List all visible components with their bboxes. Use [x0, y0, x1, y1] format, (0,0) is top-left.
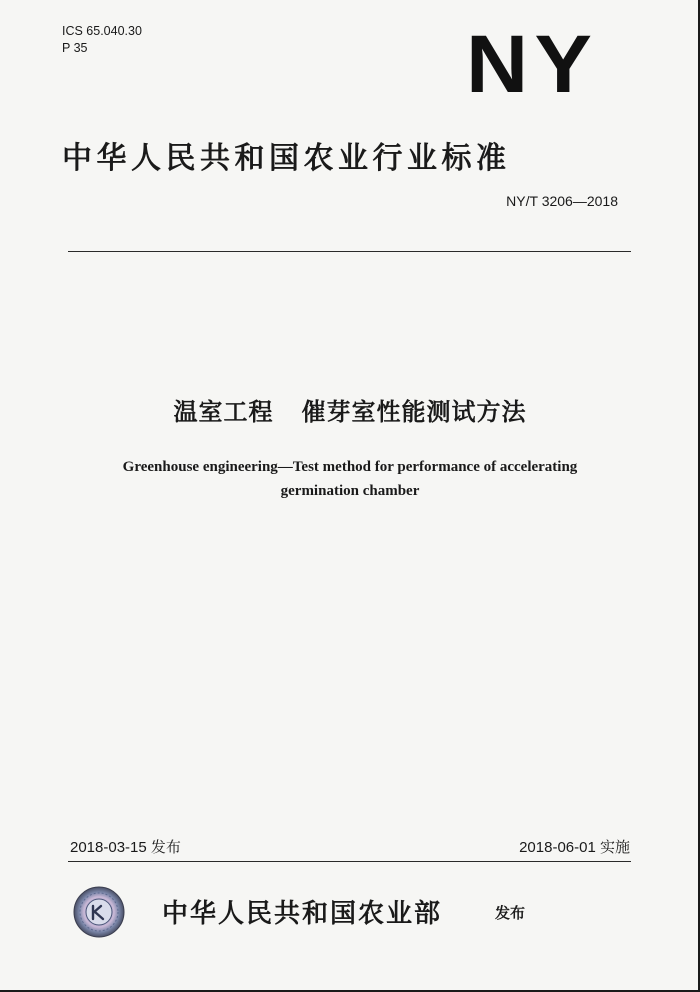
standard-number: NY/T 3206—2018 [506, 193, 618, 209]
ny-logo: NY [466, 19, 599, 110]
header-divider [68, 251, 631, 252]
classification-block [62, 23, 142, 57]
footer-divider [68, 861, 631, 862]
publish-label: 发布 [495, 904, 526, 922]
classification-code: P 35 [62, 41, 88, 55]
chinese-title: 温室工程 催芽室性能测试方法 [173, 398, 527, 426]
issue-date: 2018-03-15 发布 [70, 839, 181, 856]
hologram-emblem-icon [73, 886, 125, 938]
ics-code: ICS 65.040.30 [62, 24, 142, 38]
publisher-name: 中华人民共和国农业部 [162, 899, 443, 929]
english-title-line-2: germination chamber [280, 483, 420, 499]
implementation-date: 2018-06-01 实施 [519, 839, 630, 856]
english-title [0, 455, 700, 503]
english-title-line-1: Greenhouse engineering—Test method for performance of accelerating [122, 459, 578, 475]
standard-type-title: 中华人民共和国农业行业标准 [62, 141, 511, 176]
